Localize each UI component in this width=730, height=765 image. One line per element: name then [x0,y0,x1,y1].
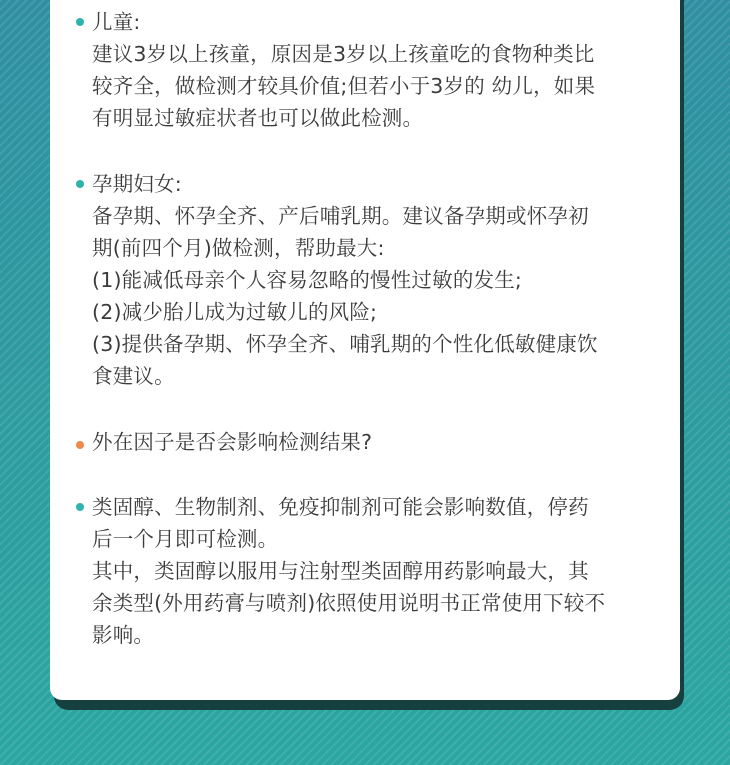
text-line: 后一个月即可检测。 [92,527,279,551]
bullet-dot-icon [76,441,84,449]
text-line: 建议3岁以上孩童，原因是3岁以上孩童吃的食物种类比 [92,42,595,66]
text-line: (1)能减低母亲个人容易忽略的慢性过敏的发生; [92,268,523,292]
text-line: 其中，类固醇以服用与注射型类固醇用药影响最大，其 [92,559,589,583]
section-answer [92,491,672,651]
bullet-dot-icon [76,18,84,26]
text-line: (2)减少胎儿成为过敏儿的风险; [92,300,378,324]
text-line: 余类型(外用药膏与喷剂)依照使用说明书正常使用下较不 [92,591,606,615]
text-line: 食建议。 [92,364,175,388]
bullet-dot-icon [76,180,84,188]
section-question [92,426,672,458]
bullet-dot-icon [76,503,84,511]
text-line: 较齐全，做检测才较具价值;但若小于3岁的 幼儿，如果 [92,74,596,98]
section-children [92,6,672,134]
section-heading: 儿童: [92,10,141,34]
text-line: (3)提供备孕期、怀孕全齐、哺乳期的个性化低敏健康饮 [92,332,598,356]
section-heading: 外在因子是否会影响检测结果? [92,430,373,454]
text-line: 有明显过敏症状者也可以做此检测。 [92,106,424,130]
text-line: 期(前四个月)做检测，帮助最大: [92,236,385,260]
section-pregnancy [92,168,672,392]
section-heading: 孕期妇女: [92,172,182,196]
text-line: 影响。 [92,623,155,647]
section-heading: 类固醇、生物制剂、免疫抑制剂可能会影响数值，停药 [92,495,589,519]
text-line: 备孕期、怀孕全齐、产后哺乳期。建议备孕期或怀孕初 [92,204,589,228]
